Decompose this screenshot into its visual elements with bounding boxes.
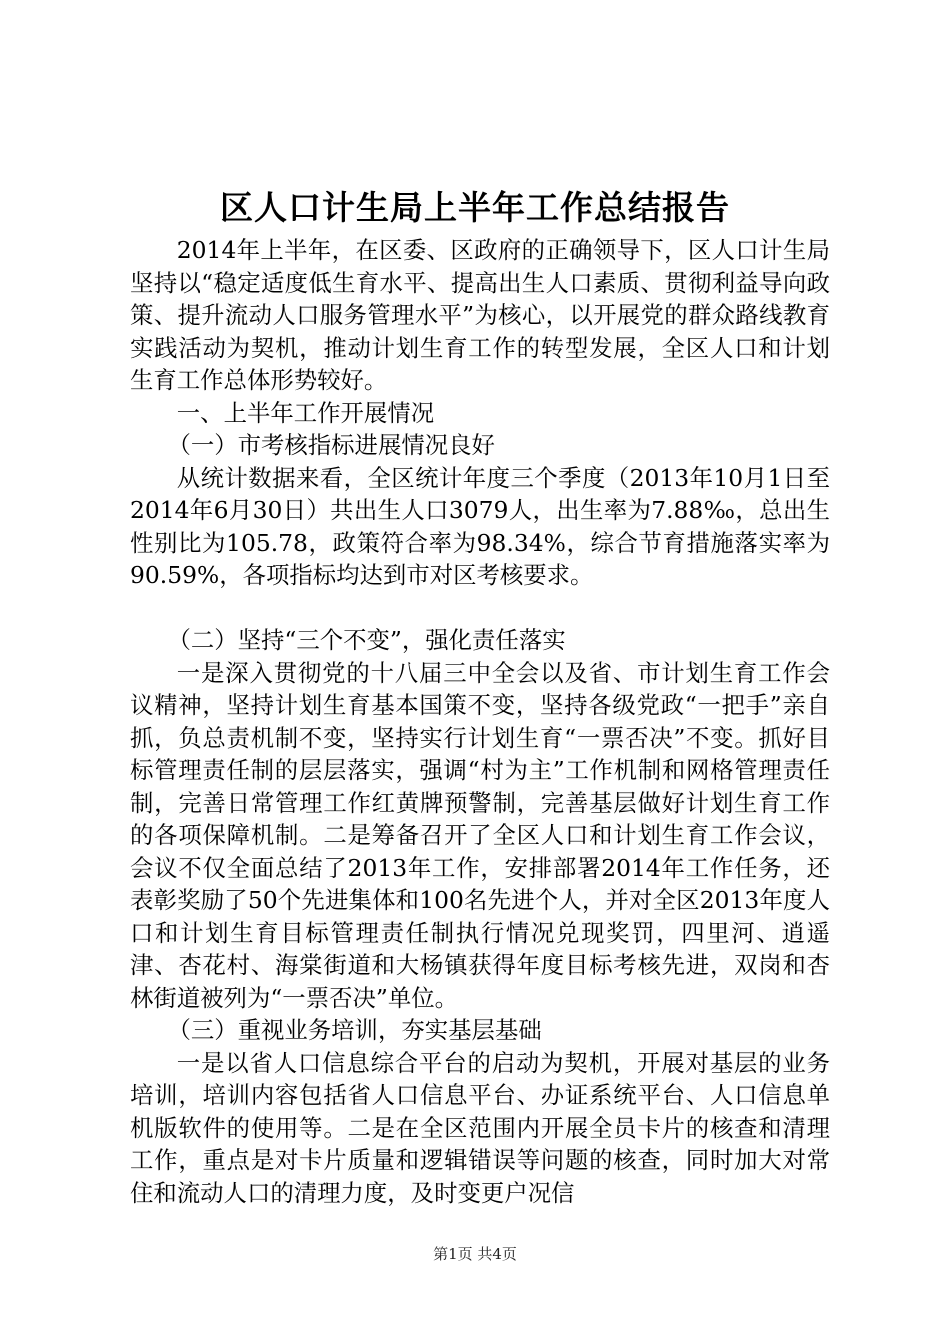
subsection-heading-1: （一）市考核指标进展情况良好 xyxy=(167,431,495,459)
statistics-paragraph: 从统计数据来看，全区统计年度三个季度（2013年10月1日至2014年6月30日）共出生人口3079人，出生率为7.88‰，总出生性别比为105.78，政策符合率为98.34%，综合节育措施落实率为90.59%，各项指标均达到市对区考核要求。 xyxy=(130,463,830,589)
subsection-heading-2: （二）坚持“三个不变”，强化责任落实 xyxy=(167,626,566,654)
page-footer: 第1页 共4页 xyxy=(433,1245,517,1263)
intro-paragraph: 2014年上半年，在区委、区政府的正确领导下，区人口计生局坚持以“稳定适度低生育水平、提高出生人口素质、贯彻利益导向政策、提升流动人口服务管理水平”为核心，以开展党的群众路线教育实践活动为契机，推动计划生育工作的转型发展，全区人口和计划生育工作总体形势较好。 xyxy=(130,236,830,394)
document-body xyxy=(130,234,830,1209)
paragraph-spacer xyxy=(130,592,830,625)
responsibility-paragraph: 一是深入贯彻党的十八届三中全会以及省、市计划生育工作会议精神，坚持计划生育基本国策不变，坚持各级党政“一把手”亲自抓，负总责机制不变，坚持实行计划生育“一票否决”不变。抓好目标管理责任制的层层落实，强调“村为主”工作机制和网格管理责任制，完善日常管理工作红黄牌预警制，完善基层做好计划生育工作的各项保障机制。二是筹备召开了全区人口和计划生育工作会议，会议不仅全面总结了2013年工作，安排部署2014年工作任务，还表彰奖励了50个先进集体和100名先进个人，并对全区2013年度人口和计划生育目标管理责任制执行情况兑现奖罚，四里河、逍遥津、杏花村、海棠街道和大杨镇获得年度目标考核先进，双岗和杏林街道被列为“一票否决”单位。 xyxy=(130,658,830,1012)
section-heading-1: 一、上半年工作开展情况 xyxy=(176,398,435,427)
training-paragraph: 一是以省人口信息综合平台的启动为契机，开展对基层的业务培训，培训内容包括省人口信息平台、办证系统平台、人口信息单机版软件的使用等。二是在全区范围内开展全员卡片的核查和清理工作，重点是对卡片质量和逻辑错误等问题的核查，同时加大对常住和流动人口的清理力度，及时变更户况信 xyxy=(130,1048,830,1207)
document-title: 区人口计生局上半年工作总结报告 xyxy=(220,188,730,227)
subsection-heading-3: （三）重视业务培训，夯实基层基础 xyxy=(167,1016,542,1044)
